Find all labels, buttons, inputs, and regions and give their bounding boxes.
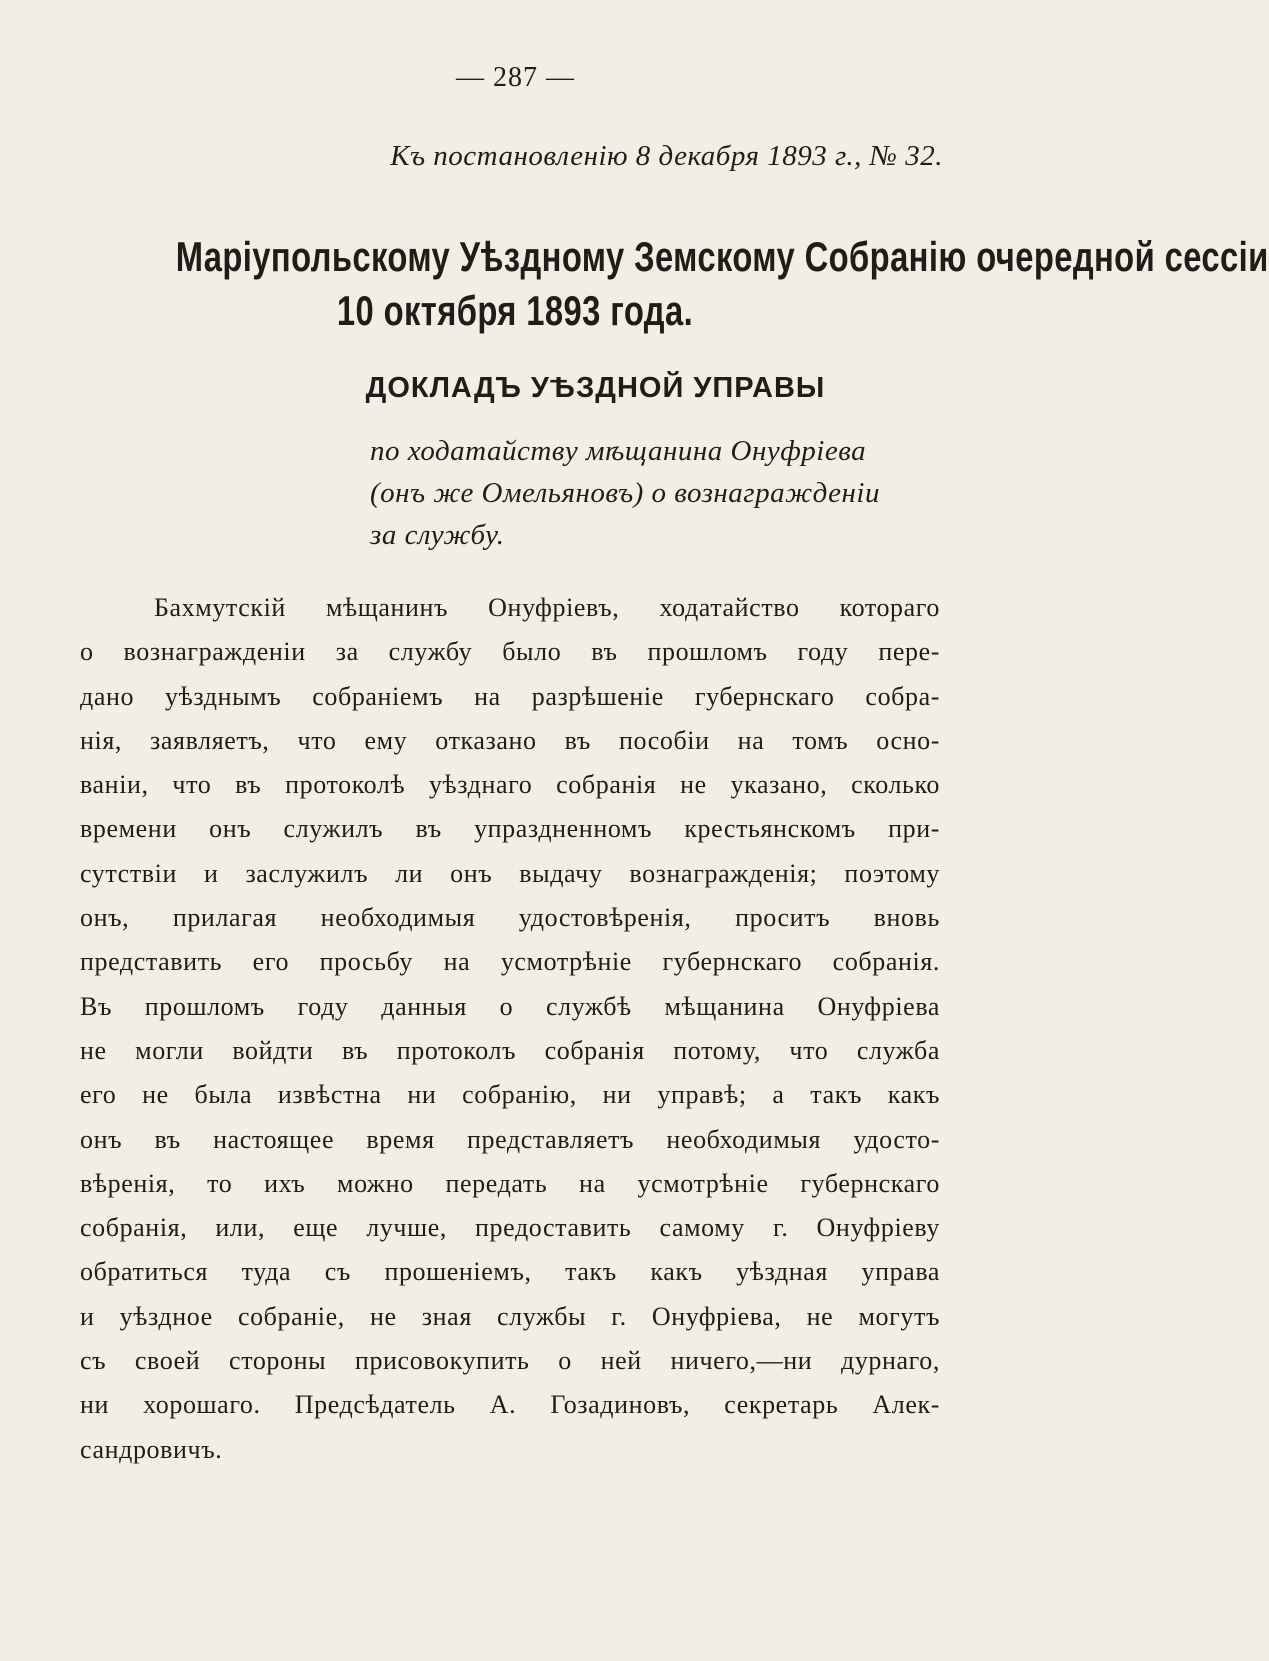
body-line: Бахмутскій мѣщанинъ Онуфріевъ, ходатайство котораго (154, 593, 940, 622)
body-line: и уѣздное собраніе, не зная службы г. Онуфріева, не могутъ (80, 1301, 940, 1331)
body-line: о вознагражденіи за службу было въ прошломъ году пере- (80, 637, 940, 667)
report-title: ДОКЛАДЪ УѢЗДНОЙ УПРАВЫ (365, 372, 826, 404)
body-line: обратиться туда съ прошеніемъ, такъ какъ уѣздная управа (80, 1257, 940, 1287)
body-line: представить его просьбу на усмотрѣніе губернскаго собранія. (80, 947, 940, 977)
body-line: нія, заявляетъ, что ему отказано въ пособіи на томъ осно- (80, 725, 940, 755)
body-line: Въ прошломъ году данныя о службѣ мѣщанина Онуфріева (80, 991, 940, 1021)
body-line: онъ въ настоящее время представляетъ необходимыя удосто- (80, 1124, 940, 1154)
body-line: сандровичъ. (80, 1434, 223, 1464)
body-line: сутствіи и заслужилъ ли онъ выдачу вознагражденія; поэтому (80, 858, 940, 888)
report-subtitle (370, 430, 950, 556)
body-line: онъ, прилагая необходимыя удостовѣренія, проситъ вновь (80, 903, 940, 933)
body-line: съ своей стороны присовокупить о ней ничего,—ни дурнаго, (80, 1346, 940, 1376)
heading-line-2: 10 октября 1893 года. (336, 287, 694, 334)
body-line: его не была извѣстна ни собранію, ни управѣ; а такъ какъ (80, 1080, 940, 1110)
body-line: времени онъ служилъ въ упраздненномъ крестьянскомъ при- (80, 814, 940, 844)
subtitle-line-2: (онъ же Омельяновъ) о вознагражденіи (370, 477, 880, 509)
body-line: вѣренія, то ихъ можно передать на усмотрѣніе губернскаго (80, 1168, 940, 1198)
body-line: ваніи, что въ протоколѣ уѣзднаго собранія не указано, сколько (80, 770, 940, 800)
subtitle-line-3: за службу. (370, 519, 505, 551)
assembly-heading (175, 230, 1269, 338)
body-line: дано уѣзднымъ собраніемъ на разрѣшеніе губернскаго собра- (80, 681, 940, 711)
body-line: собранія, или, еще лучше, предоставить самому г. Онуфріеву (80, 1213, 940, 1243)
report-body (80, 586, 940, 1472)
heading-line-1: Маріупольскому Уѣздному Земскому Собранію очередной сессіи (175, 233, 1269, 280)
body-line: не могли войдти въ протоколъ собранія потому, что служба (80, 1035, 940, 1065)
subtitle-line-1: по ходатайству мѣщанина Онуфріева (370, 435, 867, 467)
resolution-reference: Къ постановленію 8 декабря 1893 г., № 32. (390, 140, 943, 172)
page-number: — 287 — (456, 62, 575, 93)
body-line: ни хорошаго. Предсѣдатель А. Гозадиновъ, секретарь Алек- (80, 1390, 940, 1420)
